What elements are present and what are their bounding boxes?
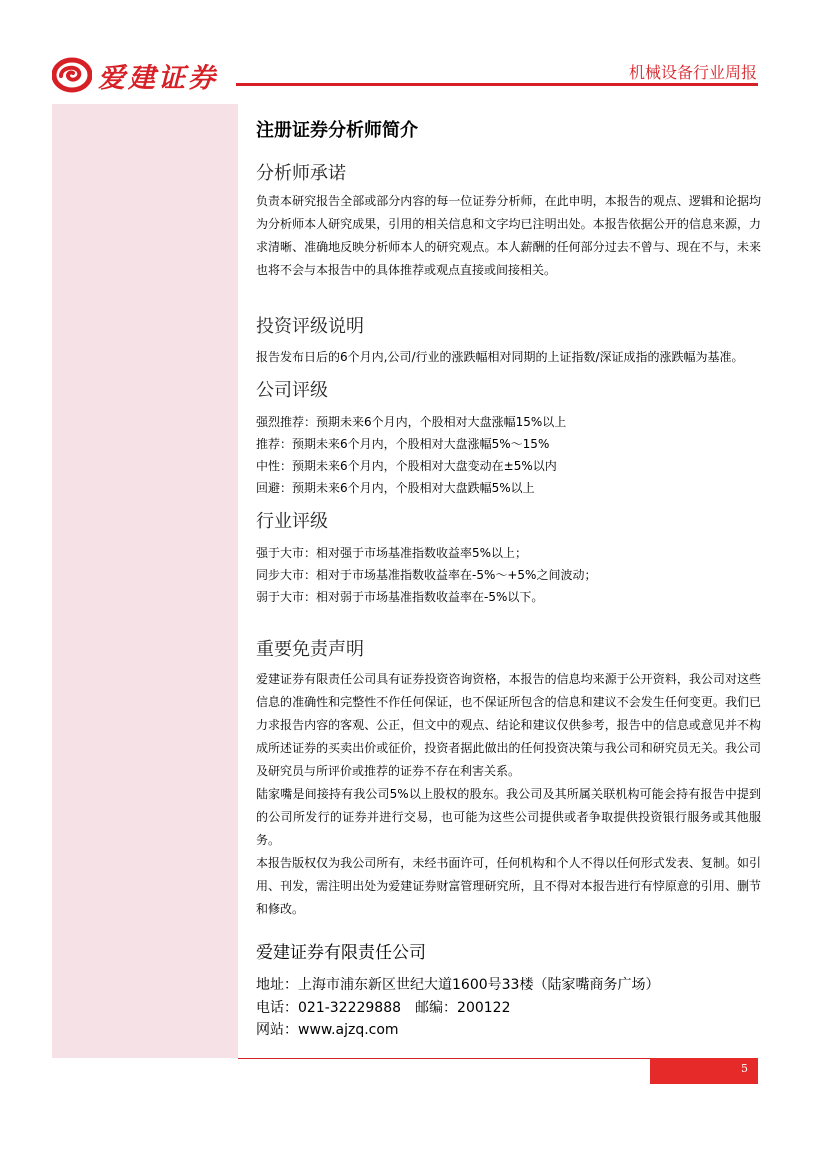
company-rating-item: 回避：预期未来6个月内，个股相对大盘跌幅5%以上 xyxy=(256,481,535,495)
commitment-heading: 分析师承诺 xyxy=(256,163,346,184)
company-rating-heading: 公司评级 xyxy=(256,380,328,401)
brand-logo xyxy=(52,56,218,94)
commitment-text: 负责本研究报告全部或部分内容的每一位证券分析师，在此申明，本报告的观点、逻辑和论据均为分析师本人研究成果，引用的相关信息和文字均已注明出处。本报告依据公开的信息来源，力求清晰、准确地反映分析师本人的研究观点。本人薪酬的任何部分过去不曾与、现在不与，未来也将不会与本报告中的具体推荐或观点直接或间接相关。 xyxy=(256,194,761,277)
company-rating-item: 强烈推荐：预期未来6个月内，个股相对大盘涨幅15%以上 xyxy=(256,415,567,429)
company-website: 网站：www.ajzq.com xyxy=(256,1022,399,1038)
report-title: 机械设备行业周报 xyxy=(628,63,757,82)
analyst-section-title: 注册证券分析师简介 xyxy=(256,120,418,141)
company-name: 爱建证券有限责任公司 xyxy=(256,943,426,963)
rating-heading: 投资评级说明 xyxy=(256,316,364,337)
company-address: 地址：上海市浦东新区世纪大道1600号33楼（陆家嘴商务广场） xyxy=(256,977,660,993)
rating-intro: 报告发布日后的6个月内,公司/行业的涨跌幅相对同期的上证指数/深证成指的涨跌幅为基准。 xyxy=(256,350,744,364)
disclaimer-paragraph: 爱建证券有限责任公司具有证券投资咨询资格，本报告的信息均来源于公开资料，我公司对这些信息的准确性和完整性不作任何保证，也不保证所包含的信息和建议不会发生任何变更。我们已力求报告内容的客观、公正，但文中的观点、结论和建议仅供参考，报告中的信息或意见并不构成所述证券的买卖出价或征价，投资者据此做出的任何投资决策与我公司和研究员无关。我公司及研究员与所评价或推荐的证券不存在利害关系。 xyxy=(256,672,761,778)
industry-rating-item: 弱于大市：相对弱于市场基准指数收益率在-5%以下。 xyxy=(256,590,544,604)
disclaimer-heading: 重要免责声明 xyxy=(256,639,364,660)
header-divider xyxy=(236,83,758,86)
disclaimer-paragraph: 陆家嘴是间接持有我公司5%以上股权的股东。我公司及其所属关联机构可能会持有报告中提到的公司所发行的证券并进行交易，也可能为这些公司提供或者争取提供投资银行服务或其他服务。 xyxy=(256,787,761,847)
industry-rating-item: 同步大市：相对于市场基准指数收益率在-5%～+5%之间波动； xyxy=(256,568,597,582)
industry-rating-heading: 行业评级 xyxy=(256,511,328,532)
company-rating-item: 中性：预期未来6个月内，个股相对大盘变动在±5%以内 xyxy=(256,459,557,473)
company-rating-item: 推荐：预期未来6个月内，个股相对大盘涨幅5%～15% xyxy=(256,437,550,451)
industry-rating-item: 强于大市：相对强于市场基准指数收益率5%以上； xyxy=(256,546,528,560)
logo-text: 爱建证券 xyxy=(98,62,218,94)
page-number: 5 xyxy=(650,1058,758,1084)
sidebar-panel xyxy=(52,104,238,1058)
company-phone: 电话：021-32229888 邮编：200122 xyxy=(256,1000,511,1016)
disclaimer-paragraph: 本报告版权仅为我公司所有，未经书面许可，任何机构和个人不得以任何形式发表、复制。如引用、刊发，需注明出处为爱建证券财富管理研究所，且不得对本报告进行有悖原意的引用、删节和修改。 xyxy=(256,856,761,916)
logo-swirl-icon xyxy=(52,57,92,93)
